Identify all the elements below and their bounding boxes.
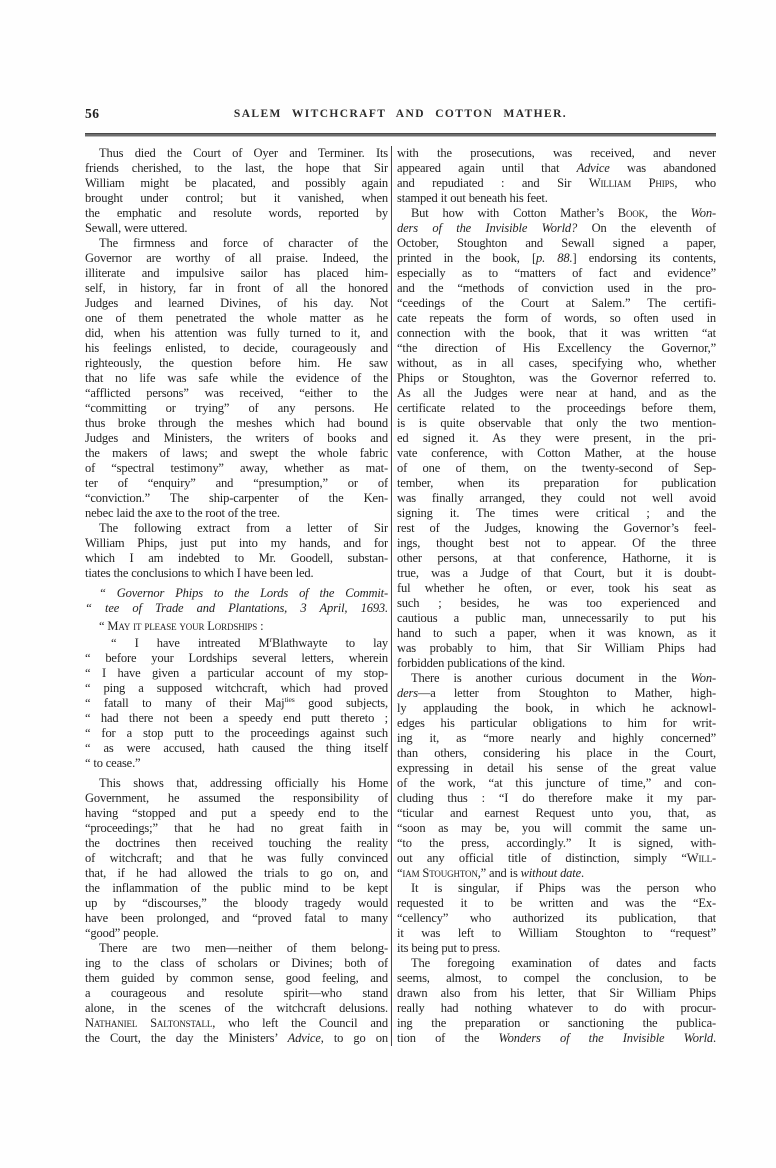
- text-line: “ I have intreated $M^rBlathwayte$ to lay: [111, 636, 388, 650]
- paragraph: [85, 236, 388, 521]
- paragraph: [85, 776, 388, 941]
- text-line: did, when his attention was fully turned to it, and: [85, 326, 388, 340]
- text-line: righteously, the question before him. He saw: [85, 356, 388, 370]
- page-number: 56: [85, 106, 100, 121]
- text-line: The firmness and force of character of the: [99, 236, 388, 250]
- text-line: nebec laid the axe to the root of the tree.: [85, 506, 280, 520]
- text-line: alone, in the scenes of the witchcraft delusions.: [85, 1001, 388, 1015]
- text-line: connection with the book, that it was written “at: [397, 326, 716, 340]
- text-line: As all the Judges were near at hand, and as the: [397, 386, 716, 400]
- text-line: tion of the Wonders of the Invisible World.: [397, 1031, 716, 1045]
- text-line: drawn also from his letter, that Sir William Phips: [397, 986, 716, 1000]
- text-line: one of them penetrated the whole matter as he: [85, 311, 388, 325]
- text-line: expressing in detail his sense of the great value: [397, 761, 716, 775]
- text-line: and repudiated : and Sir William Phips, who: [397, 176, 716, 190]
- text-line: “ May it please your Lordships :: [99, 619, 264, 633]
- text-line: the emphatic and resolute words, reported by: [85, 206, 388, 220]
- text-line: The foregoing examination of dates and facts: [411, 956, 716, 970]
- text-line: which I am indebted to Mr. Goodell, substan-: [85, 551, 388, 565]
- text-line: “ to cease.”: [85, 756, 141, 770]
- text-line: Phips or Stoughton, was the Governor referred to.: [397, 371, 716, 385]
- column-divider: [391, 146, 392, 1046]
- text-line: them guided by common sense, good feeling, and: [85, 971, 388, 985]
- text-line: tiates the conclusions to which I have been led.: [85, 566, 314, 580]
- text-line: “ Governor Phips to the Lords of the Commit-: [99, 586, 388, 600]
- paragraph: [85, 521, 388, 581]
- text-line: his feelings enlisted, to decide, courageously and: [85, 341, 388, 355]
- text-line: certificate related to the proceedings before them,: [397, 401, 716, 415]
- text-line: and the “methods of conviction used in the pro-: [397, 281, 716, 295]
- text-line: “ticular and earnest Request unto you, that, as: [397, 806, 716, 820]
- text-line: “cellency” who authorized its publication, that: [397, 911, 716, 925]
- page-header: [85, 104, 716, 126]
- text-line: requested it to be written and was the “Ex-: [397, 896, 716, 910]
- text-line: stamped it out beneath his feet.: [397, 191, 548, 205]
- text-line: “soon as may be, you will commit the same un-: [397, 821, 716, 835]
- text-line: “conviction.” The ship-carpenter of the Ken-: [85, 491, 388, 505]
- text-line: appeared again until that Advice was abandoned: [397, 161, 716, 175]
- text-line: This shows that, addressing officially his Home: [99, 776, 388, 790]
- running-title: SALEM WITCHCRAFT AND COTTON MATHER.: [233, 108, 568, 120]
- text-line: ing to the class of scholars or Divines; both of: [85, 956, 388, 970]
- text-line: edges his particular obligations to him for writ-: [397, 716, 716, 730]
- text-line: rest of the Judges, knowing the Governor’s feel-: [397, 521, 716, 535]
- text-line: its being put to press.: [397, 941, 501, 955]
- text-line: “to the press, accordingly.” It is signed, with-: [397, 836, 716, 850]
- paragraph: [85, 941, 388, 1046]
- text-line: Sewall, were uttered.: [85, 221, 188, 235]
- text-line: ing it, as “more nearly and highly concerned”: [397, 731, 716, 745]
- text-line: of one of them, on the twenty-second of Sep-: [397, 461, 716, 475]
- text-line: really had nothing whatever to do with procur-: [397, 1001, 716, 1015]
- text-line: The following extract from a letter of Sir: [99, 521, 388, 535]
- text-line: William Phips, just put into my hands, and for: [85, 536, 388, 550]
- text-line: the inflammation of the public mind to be kept: [85, 881, 388, 895]
- paragraph: [397, 956, 716, 1046]
- text-column-right: [397, 146, 716, 1046]
- text-line: “ I have given a particular account of my stop-: [85, 666, 388, 680]
- text-line: have been prolonged, and “proved fatal to many: [85, 911, 388, 925]
- text-line: it was left to William Stoughton to “request”: [397, 926, 716, 940]
- text-line: “afflicted persons” was received, “either to the: [85, 386, 388, 400]
- text-column-left: [85, 146, 388, 1046]
- text-line: ders of the Invisible World? On the eleventh of: [397, 221, 716, 235]
- text-line: the makers of laws; and swept the whole fabric: [85, 446, 388, 460]
- text-line: seems, almost, to compel the conclusion, to be: [397, 971, 716, 985]
- text-line: ly applauding the book, in which he acknowl-: [397, 701, 716, 715]
- text-line: October, Stoughton and Sewall signed a paper,: [397, 236, 716, 250]
- text-line: forbidden publications of the kind.: [397, 656, 565, 670]
- paragraph: [397, 881, 716, 956]
- letter-title: [85, 586, 388, 616]
- text-line: Governor are worthy of all praise. Indeed, the: [85, 251, 388, 265]
- text-line: “ceedings of the Court at Salem.” The certifi-: [397, 296, 716, 310]
- paragraph: [397, 206, 716, 671]
- text-line: a courageous and resolute spirit—who stand: [85, 986, 388, 1000]
- text-line: was probably to him, that Sir William Phips had: [397, 641, 716, 655]
- text-line: “ tee of Trade and Plantations, 3 April, 1693.: [85, 601, 388, 615]
- text-line: than others, considering his place in the Court,: [397, 746, 716, 760]
- text-line: vate conference, with Cotton Mather, at the house: [397, 446, 716, 460]
- text-line: out any official title of distinction, simply “Will-: [397, 851, 716, 865]
- text-line: Nathaniel Saltonstall, who left the Council and: [85, 1016, 388, 1030]
- text-line: that no life was safe while the evidence of the: [85, 371, 388, 385]
- text-line: “the direction of His Excellency the Governor,”: [397, 341, 716, 355]
- text-line: is is quite observable that only the two mention-: [397, 416, 716, 430]
- text-line: that, if he had allowed the trials to go on, and: [85, 866, 388, 880]
- text-columns: [85, 146, 717, 1046]
- text-line: signing it. The times were critical ; and the: [397, 506, 716, 520]
- text-line: There are two men—neither of them belong-: [99, 941, 388, 955]
- text-line: “ fatall to many of their Maj$^{ties}$ good subjects,: [85, 696, 388, 710]
- header-rule: [85, 133, 716, 136]
- text-line: “ as were accused, hath caused the thing itself: [85, 741, 388, 755]
- text-line: of the work, “at this juncture of time,” and con-: [397, 776, 716, 790]
- letter-body: [85, 636, 388, 771]
- text-line: up by “discourses,” the bloody tragedy would: [85, 896, 388, 910]
- text-line: of witchcraft; and that he was fully convinced: [85, 851, 388, 865]
- text-line: the doctrines then received touching the reality: [85, 836, 388, 850]
- text-line: There is another curious document in the Won-: [411, 671, 716, 685]
- text-line: brought under control; but it vanished, when: [85, 191, 388, 205]
- text-line: tember, when its preparation for publication: [397, 476, 716, 490]
- text-line: cate repeats the form of words, so often used in: [397, 311, 716, 325]
- paragraph: [85, 146, 388, 236]
- text-line: But how with Cotton Mather’s Book, the Won-: [411, 206, 716, 220]
- text-line: ful whether he often, or ever, took his seat as: [397, 581, 716, 595]
- text-line: thus broke through the meshes which had bound: [85, 416, 388, 430]
- text-line: especially as to “matters of fact and evidence”: [397, 266, 716, 280]
- text-line: Thus died the Court of Oyer and Terminer. Its: [99, 146, 388, 160]
- text-line: “ for a stop putt to the proceedings against such: [85, 726, 388, 740]
- text-line: true, was a Judge of that Court, but it is doubt-: [397, 566, 716, 580]
- text-line: “committing or trying” of any persons. He: [85, 401, 388, 415]
- text-line: Judges and learned Divines, of his day. Not: [85, 296, 388, 310]
- paragraph: [397, 671, 716, 881]
- text-line: other persons, at that conference, Hathorne, it is: [397, 551, 716, 565]
- text-line: such ; besides, he was too experienced and: [397, 596, 716, 610]
- salutation: [85, 619, 388, 634]
- text-line: ders—a letter from Stoughton to Mather, high-: [397, 686, 716, 700]
- text-line: cautious a public man, unnecessarily to put his: [397, 611, 716, 625]
- text-line: self, in history, far in front of all the honored: [85, 281, 388, 295]
- text-line: of “spectral testimony” away, whether as mat-: [85, 461, 388, 475]
- text-line: “iam Stoughton,” and is without date.: [397, 866, 584, 880]
- text-line: William might be placated, and possibly again: [85, 176, 388, 190]
- text-line: “ before your Lordships several letters, wherein: [85, 651, 388, 665]
- text-line: friends cherished, to the last, the hope that Sir: [85, 161, 388, 175]
- text-line: “ had there not been a speedy end putt thereto ;: [85, 711, 388, 725]
- text-line: It is singular, if Phips was the person who: [411, 881, 716, 895]
- text-line: ing the preparation or sanctioning the publica-: [397, 1016, 716, 1030]
- text-line: ed signed it. As they were present, in the pri-: [397, 431, 716, 445]
- text-line: cluding thus : “I do therefore make it my par-: [397, 791, 716, 805]
- text-line: “good” people.: [85, 926, 159, 940]
- text-line: illiterate and impulsive sailor has placed him-: [85, 266, 388, 280]
- text-line: Judges and Ministers, the writers of books and: [85, 431, 388, 445]
- text-line: “proceedings;” that he had no great faith in: [85, 821, 388, 835]
- text-line: the Court, the day the Ministers’ Advice, to go on: [85, 1031, 388, 1045]
- text-line: having “stopped and put a speedy end to the: [85, 806, 388, 820]
- paragraph: [397, 146, 716, 206]
- text-line: Government, he assumed the responsibility of: [85, 791, 388, 805]
- text-line: ter of “enquiry” and “presumption,” or of: [85, 476, 388, 490]
- text-line: ings, thought best not to appear. Of the three: [397, 536, 716, 550]
- text-line: with the prosecutions, was received, and never: [397, 146, 716, 160]
- text-line: hand to such a paper, when it was known, as it: [397, 626, 716, 640]
- text-line: printed in the book, [p. 88.] endorsing its contents,: [397, 251, 716, 265]
- text-line: without, as in all cases, specifying who, whether: [397, 356, 716, 370]
- text-line: “ ping a supposed witchcraft, which had proved: [85, 681, 388, 695]
- text-line: was finally arranged, they could not well avoid: [397, 491, 716, 505]
